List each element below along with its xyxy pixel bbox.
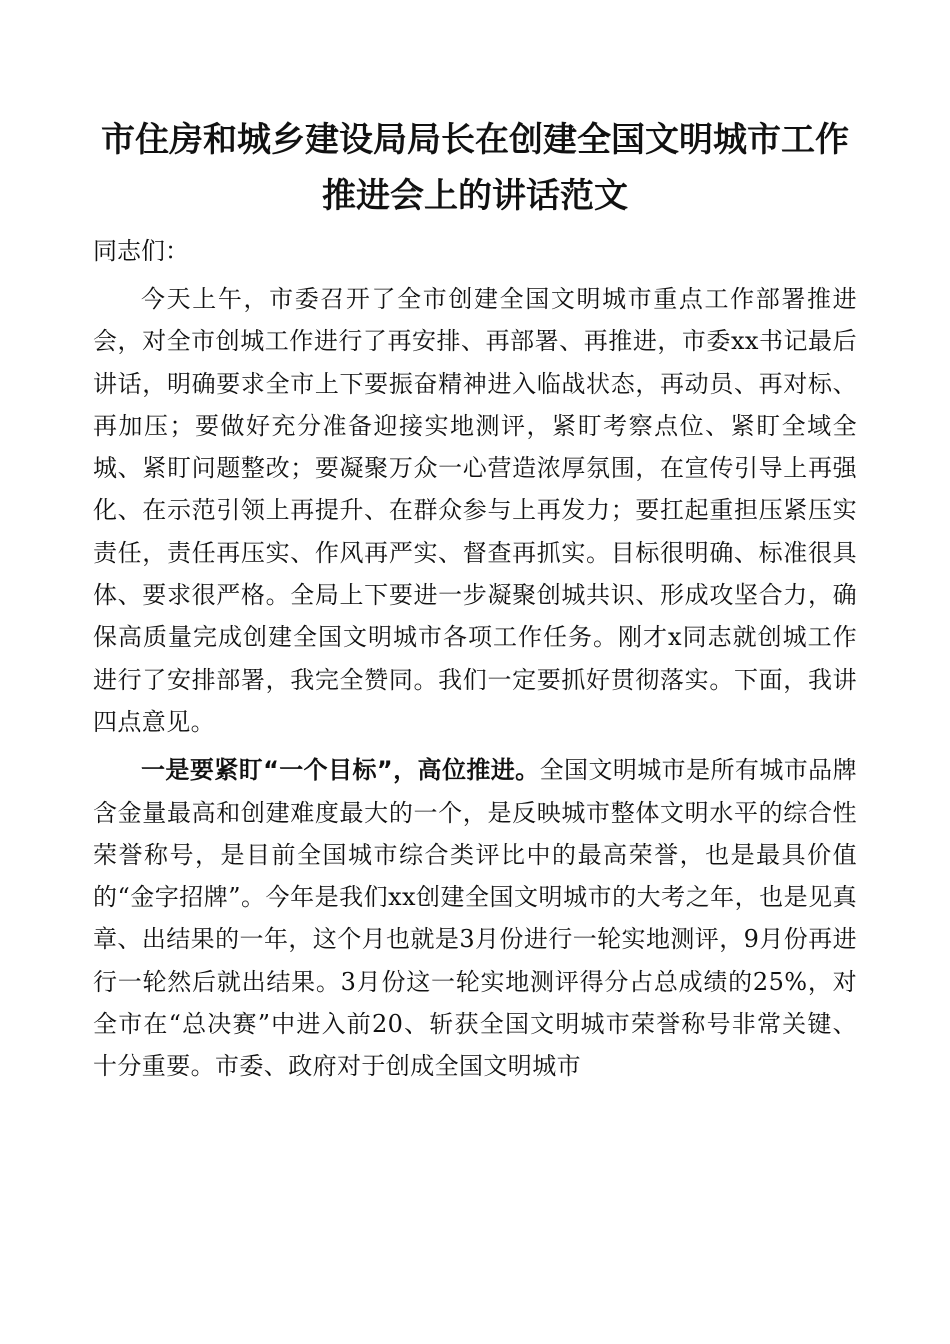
document-page <box>93 112 857 1088</box>
point-one-body: 全国文明城市是所有城市品牌含金量最高和创建难度最大的一个，是反映城市整体文明水平的综合性荣誉称号，是目前全国城市综合类评比中的最高荣誉，也是最具价值的“金字招牌”。今年是我们xx创建全国文明城市的大考之年，也是见真章、出结果的一年，这个月也就是3月份进行一轮实地测评，9月份再进行一轮然后就出结果。3月份这一轮实地测评得分占总成绩的25%，对全市在“总决赛”中进入前20、斩获全国文明城市荣誉称号非常关键、十分重要。市委、政府对于创成全国文明城市 <box>93 756 857 1081</box>
paragraph-point-one <box>93 749 857 1087</box>
document-title: 市住房和城乡建设局局长在创建全国文明城市工作推进会上的讲话范文 <box>101 120 849 216</box>
point-one-heading: 一是要紧盯“一个目标”，高位推进。 <box>141 756 540 785</box>
paragraph-intro: 今天上午，市委召开了全市创建全国文明城市重点工作部署推进会，对全市创城工作进行了再安排、再部署、再推进，市委xx书记最后讲话，明确要求全市上下要振奋精神进入临战状态，再动员、再对标、再加压；要做好充分准备迎接实地测评，紧盯考察点位、紧盯全域全城、紧盯问题整改；要凝聚万众一心营造浓厚氛围，在宣传引导上再强化、在示范引领上再提升、在群众参与上再发力；要扛起重担压紧压实责任，责任再压实、作风再严实、督查再抓实。目标很明确、标准很具体、要求很严格。全局上下要进一步凝聚创城共识、形成攻坚合力，确保高质量完成创建全国文明城市各项工作任务。刚才x同志就创城工作进行了安排部署，我完全赞同。我们一定要抓好贯彻落实。下面，我讲四点意见。 <box>93 285 857 736</box>
salutation: 同志们： <box>93 237 189 265</box>
